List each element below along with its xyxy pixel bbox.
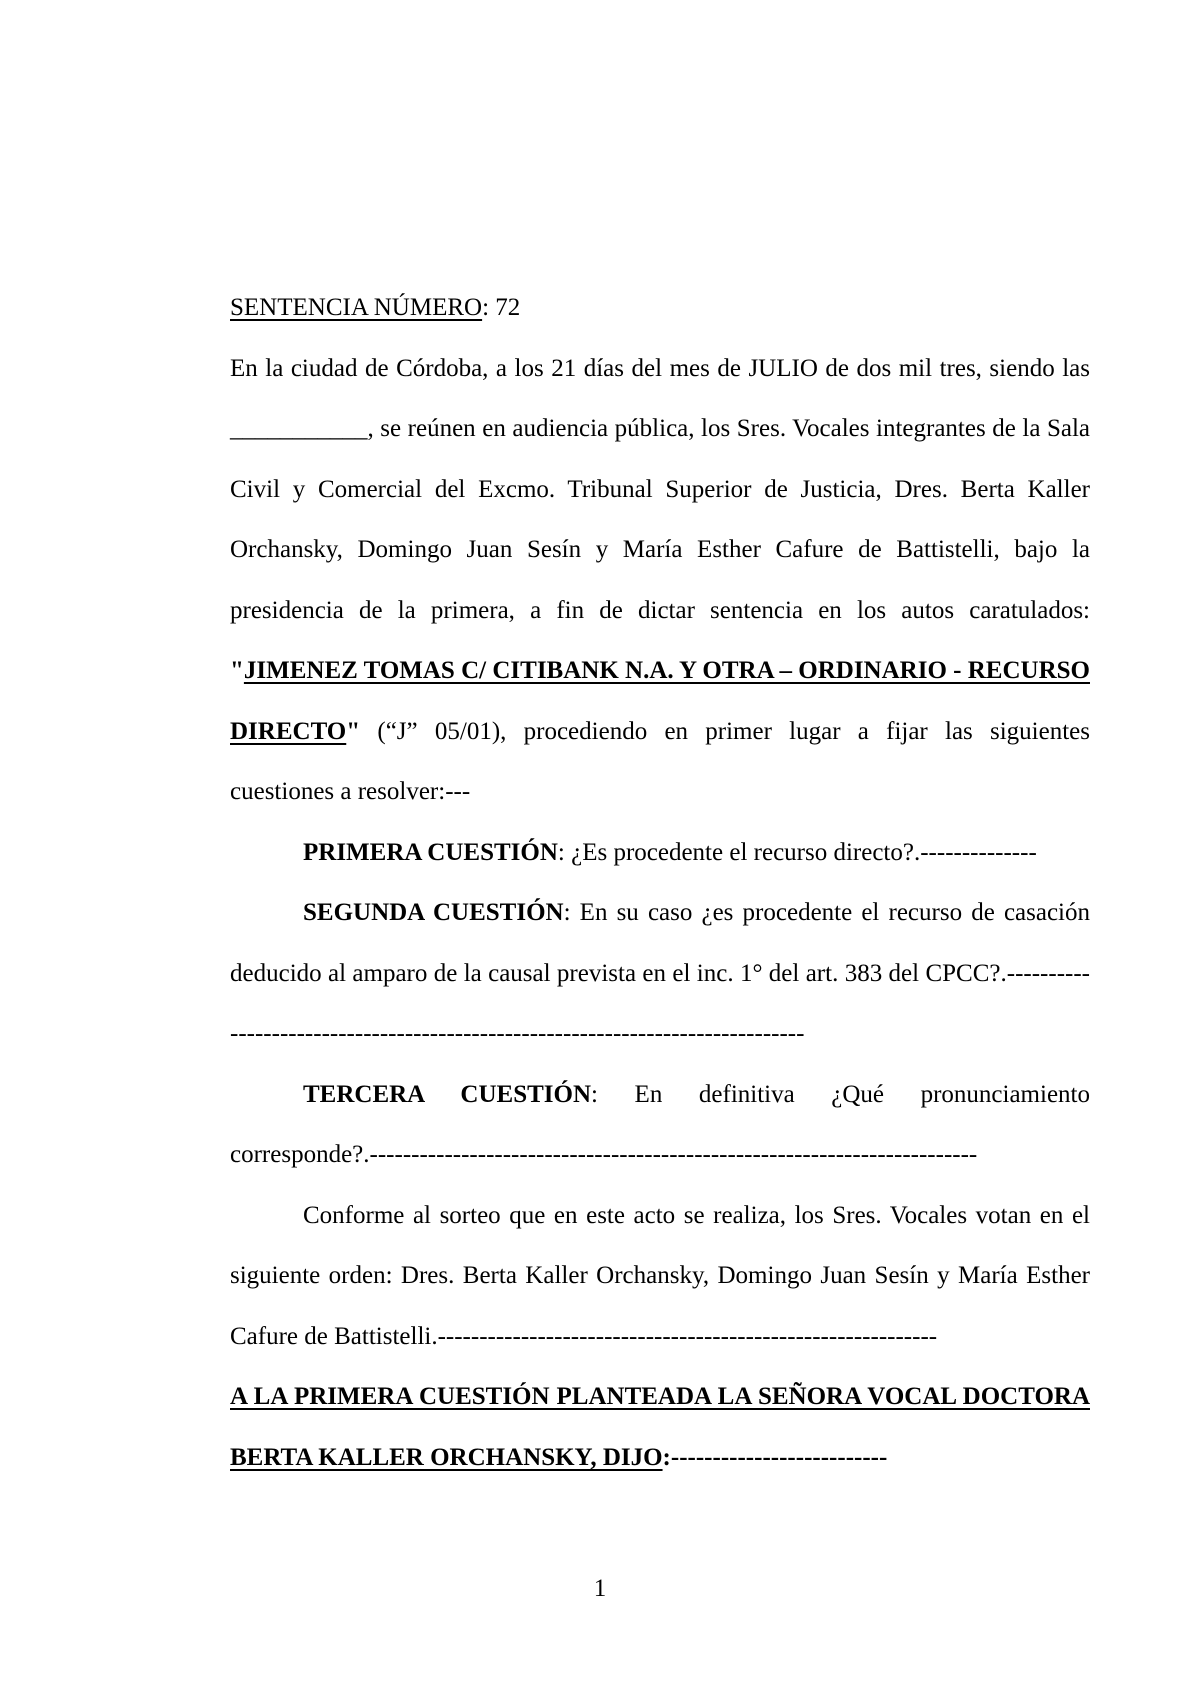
third-question-text: : En definitiva ¿Qué pronunciamiento corresponde?.-------------------------------------------------------------------------	[230, 1080, 1090, 1168]
case-title: JIMENEZ TOMAS C/ CITIBANK N.A. Y OTRA – ORDINARIO - RECURSO DIRECTO	[230, 657, 1090, 745]
sentence-heading-colon: :	[482, 294, 490, 321]
first-question-label: PRIMERA CUESTIÓN	[303, 838, 558, 866]
second-question	[230, 883, 1090, 1065]
first-vote-heading	[230, 1367, 1090, 1488]
first-question	[230, 823, 1090, 884]
sentence-number: 72	[495, 294, 521, 321]
first-question-text: : ¿Es procedente el recurso directo?.--------------	[557, 838, 1037, 866]
second-question-text: : En su caso ¿es procedente el recurso de casación deducido al amparo de la causal prevista en el inc. 1° del art. 383 del CPCC?.-------------------------------------------------------------------------------	[230, 899, 1091, 1047]
third-question-label: TERCERA CUESTIÓN	[303, 1080, 592, 1108]
sentence-heading	[230, 278, 1090, 339]
opening-text: En la ciudad de Córdoba, a los 21 días del mes de JULIO de dos mil tres, siendo las ___________, se reúnen en audiencia pública, los Sres. Vocales integrantes de la Sala Civil y Comercial del Excmo. Tribunal Superior de Justicia, Dres. Berta Kaller Orchansky, Domingo Juan Sesín y María Esther Cafure de Battistelli, bajo la presidencia de la primera, a fin de dictar sentencia en los autos caratulados:	[230, 354, 1090, 624]
opening-paragraph	[230, 339, 1090, 823]
document-body	[230, 278, 1090, 1488]
case-close-quote: "	[346, 717, 361, 745]
second-question-label: SEGUNDA CUESTIÓN	[303, 899, 564, 926]
page-number: 1	[593, 1575, 607, 1602]
third-question	[230, 1065, 1090, 1186]
case-open-quote: "	[230, 657, 244, 684]
sentence-heading-label: SENTENCIA NÚMERO	[230, 294, 483, 321]
opening-text-continued: (“J” 05/01), procediendo en primer lugar a fijar las siguientes cuestiones a resolver:---	[230, 717, 1090, 805]
first-vote-heading-suffix: :--------------------------	[662, 1443, 888, 1471]
draw-paragraph: Conforme al sorteo que en este acto se realiza, los Sres. Vocales votan en el siguiente orden: Dres. Berta Kaller Orchansky, Domingo Juan Sesín y María Esther Cafure de Battistelli.------------------------------------------------------------	[230, 1201, 1090, 1350]
first-vote-heading-text: A LA PRIMERA CUESTIÓN PLANTEADA LA SEÑORA VOCAL DOCTORA BERTA KALLER ORCHANSKY, DIJO	[230, 1383, 1090, 1471]
